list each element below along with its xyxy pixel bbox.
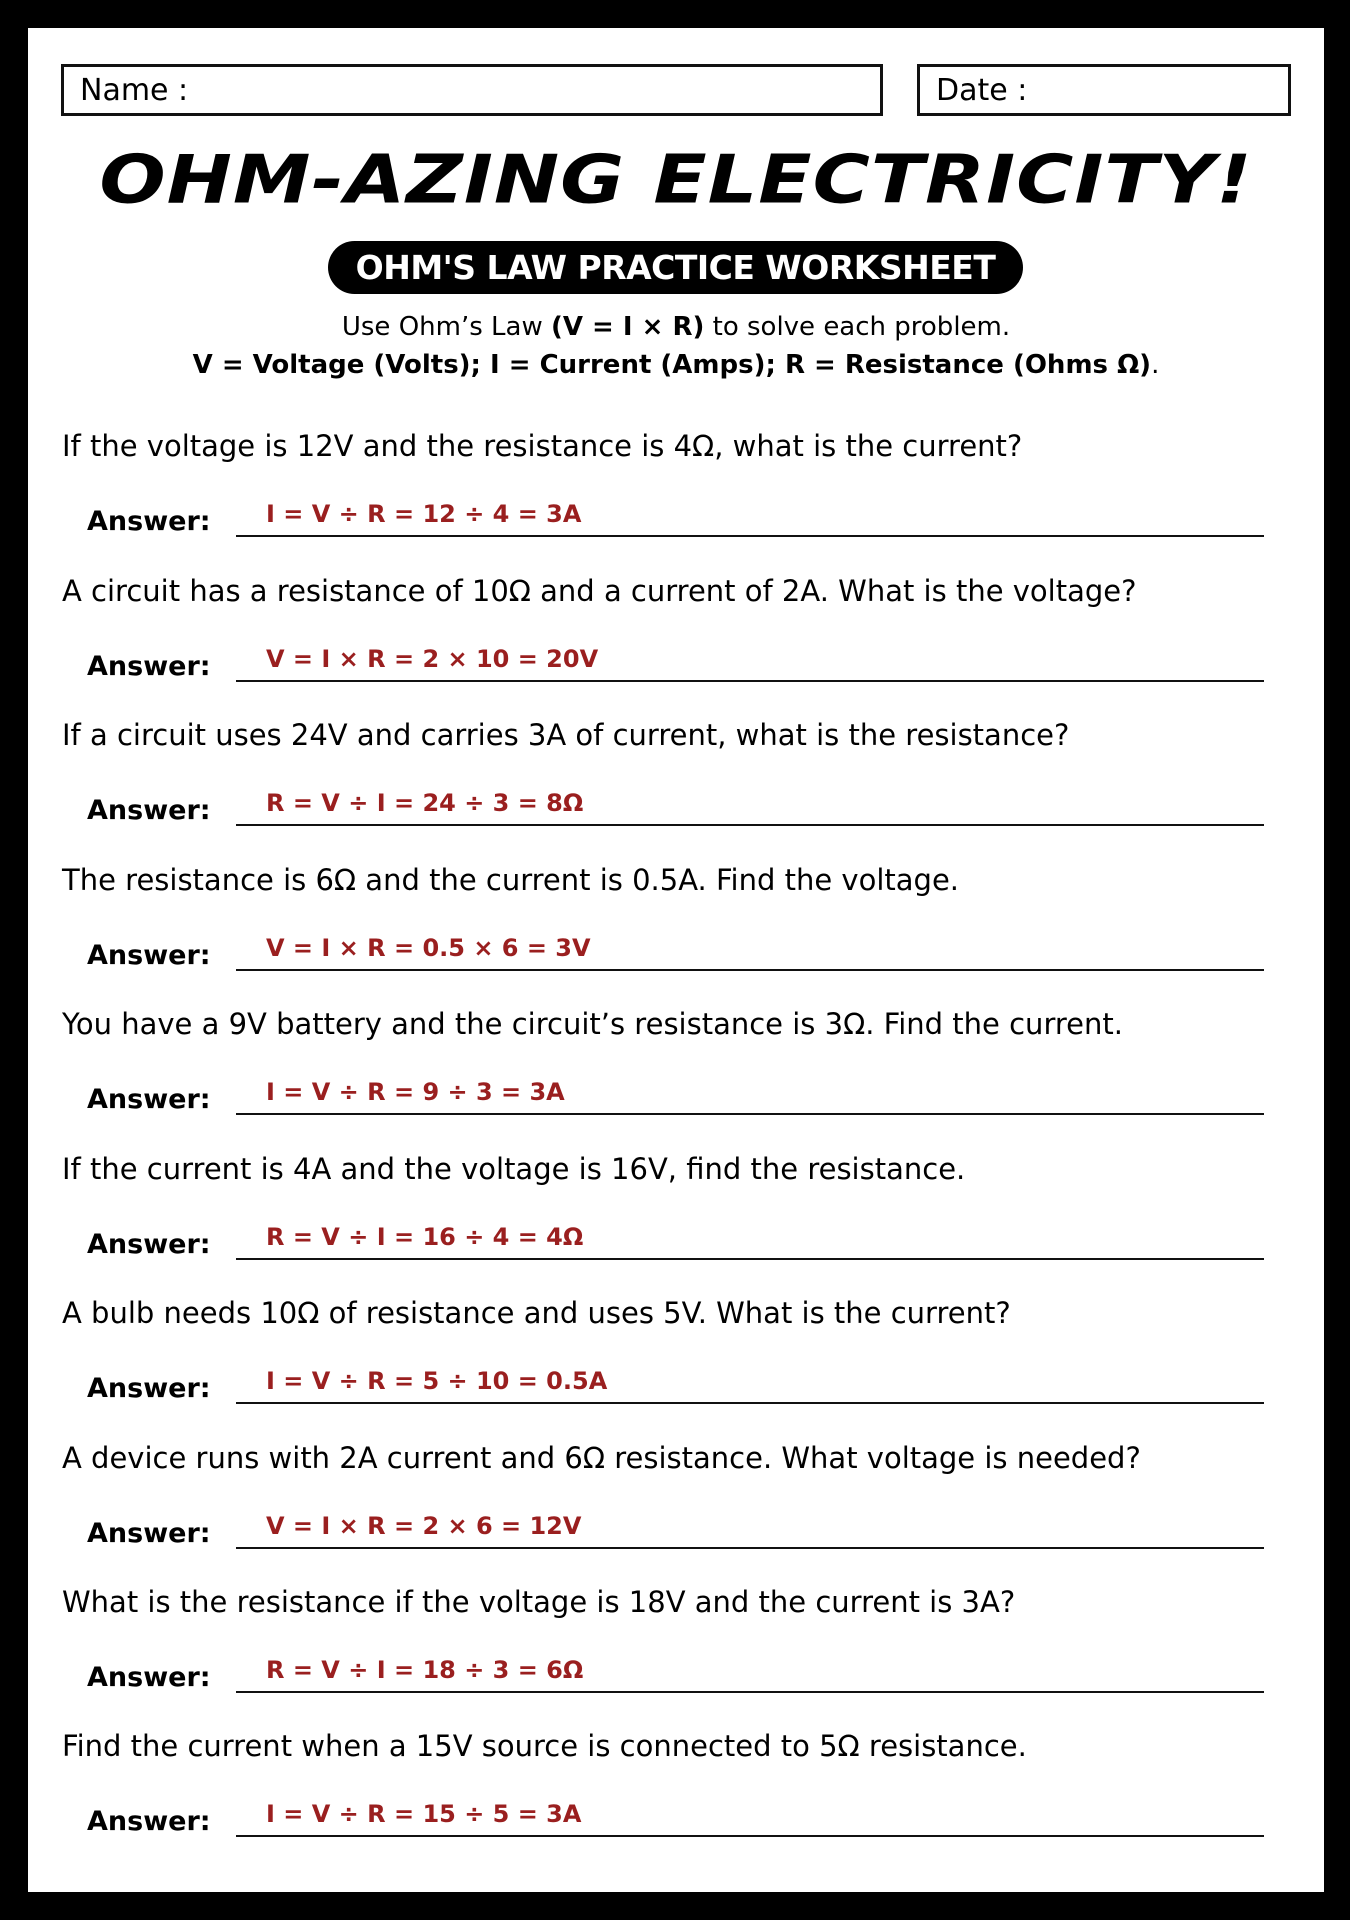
answer-line[interactable] xyxy=(236,535,1264,537)
answer-line[interactable] xyxy=(236,824,1264,826)
answer-line[interactable] xyxy=(236,680,1264,682)
answer-label: Answer: xyxy=(87,506,211,537)
variable-definitions: V = Voltage (Volts); I = Current (Amps); R = Resistance (Ohms Ω) xyxy=(192,350,1152,380)
answer-value: R = V ÷ I = 18 ÷ 3 = 6Ω xyxy=(266,1656,584,1684)
date-field[interactable] xyxy=(917,64,1291,116)
instructions-line-2 xyxy=(28,346,1324,384)
question-item xyxy=(28,1582,1324,1726)
answer-line[interactable] xyxy=(236,969,1264,971)
instructions-period: . xyxy=(1151,350,1160,380)
answer-line[interactable] xyxy=(236,1113,1264,1115)
answer-label: Answer: xyxy=(87,651,211,682)
instructions xyxy=(28,308,1324,384)
instructions-suffix: to solve each problem. xyxy=(704,312,1011,342)
answer-value: R = V ÷ I = 16 ÷ 4 = 4Ω xyxy=(266,1223,584,1251)
answer-value: V = I × R = 2 × 6 = 12V xyxy=(266,1512,582,1540)
instructions-line-1 xyxy=(28,308,1324,346)
question-text: If the current is 4A and the voltage is 16V, find the resistance. xyxy=(62,1152,966,1186)
answer-value: R = V ÷ I = 24 ÷ 3 = 8Ω xyxy=(266,789,584,817)
answer-line[interactable] xyxy=(236,1547,1264,1549)
answer-value: V = I × R = 2 × 10 = 20V xyxy=(266,645,599,673)
question-text: Find the current when a 15V source is connected to 5Ω resistance. xyxy=(62,1729,1027,1763)
question-text: If a circuit uses 24V and carries 3A of current, what is the resistance? xyxy=(62,718,1070,752)
question-text: You have a 9V battery and the circuit’s resistance is 3Ω. Find the current. xyxy=(62,1007,1123,1041)
answer-label: Answer: xyxy=(87,1229,211,1260)
answer-label: Answer: xyxy=(87,1373,211,1404)
question-text: What is the resistance if the voltage is 18V and the current is 3A? xyxy=(62,1585,1016,1619)
question-item xyxy=(28,1726,1324,1870)
question-text: A bulb needs 10Ω of resistance and uses 5V. What is the current? xyxy=(62,1296,1011,1330)
answer-label: Answer: xyxy=(87,1518,211,1549)
question-item xyxy=(28,1438,1324,1582)
answer-line[interactable] xyxy=(236,1835,1264,1837)
answer-value: I = V ÷ R = 5 ÷ 10 = 0.5A xyxy=(266,1367,608,1395)
worksheet-title: OHM-AZING ELECTRICITY! xyxy=(99,141,1253,219)
date-label: Date : xyxy=(936,72,1028,108)
answer-label: Answer: xyxy=(87,1084,211,1115)
subtitle-text: OHM'S LAW PRACTICE WORKSHEET xyxy=(355,248,996,287)
question-text: If the voltage is 12V and the resistance is 4Ω, what is the current? xyxy=(62,429,1023,463)
answer-label: Answer: xyxy=(87,940,211,971)
question-item xyxy=(28,1293,1324,1437)
answer-value: V = I × R = 0.5 × 6 = 3V xyxy=(266,934,591,962)
answer-value: I = V ÷ R = 9 ÷ 3 = 3A xyxy=(266,1078,565,1106)
question-item xyxy=(28,1149,1324,1293)
answer-line[interactable] xyxy=(236,1258,1264,1260)
answer-line[interactable] xyxy=(236,1691,1264,1693)
question-item xyxy=(28,715,1324,859)
question-text: A device runs with 2A current and 6Ω resistance. What voltage is needed? xyxy=(62,1441,1141,1475)
answer-label: Answer: xyxy=(87,1806,211,1837)
question-item xyxy=(28,571,1324,715)
answer-line[interactable] xyxy=(236,1402,1264,1404)
name-field[interactable] xyxy=(61,64,883,116)
instructions-formula: (V = I × R) xyxy=(551,312,705,342)
answer-value: I = V ÷ R = 12 ÷ 4 = 3A xyxy=(266,500,582,528)
answer-label: Answer: xyxy=(87,1662,211,1693)
worksheet-page xyxy=(28,28,1324,1892)
answer-label: Answer: xyxy=(87,795,211,826)
instructions-prefix: Use Ohm’s Law xyxy=(341,312,551,342)
question-item xyxy=(28,860,1324,1004)
question-text: The resistance is 6Ω and the current is 0.5A. Find the voltage. xyxy=(62,863,960,897)
worksheet-subtitle xyxy=(328,241,1023,294)
question-text: A circuit has a resistance of 10Ω and a current of 2A. What is the voltage? xyxy=(62,574,1137,608)
answer-value: I = V ÷ R = 15 ÷ 5 = 3A xyxy=(266,1800,582,1828)
question-item xyxy=(28,426,1324,570)
question-item xyxy=(28,1004,1324,1148)
name-label: Name : xyxy=(80,72,189,108)
